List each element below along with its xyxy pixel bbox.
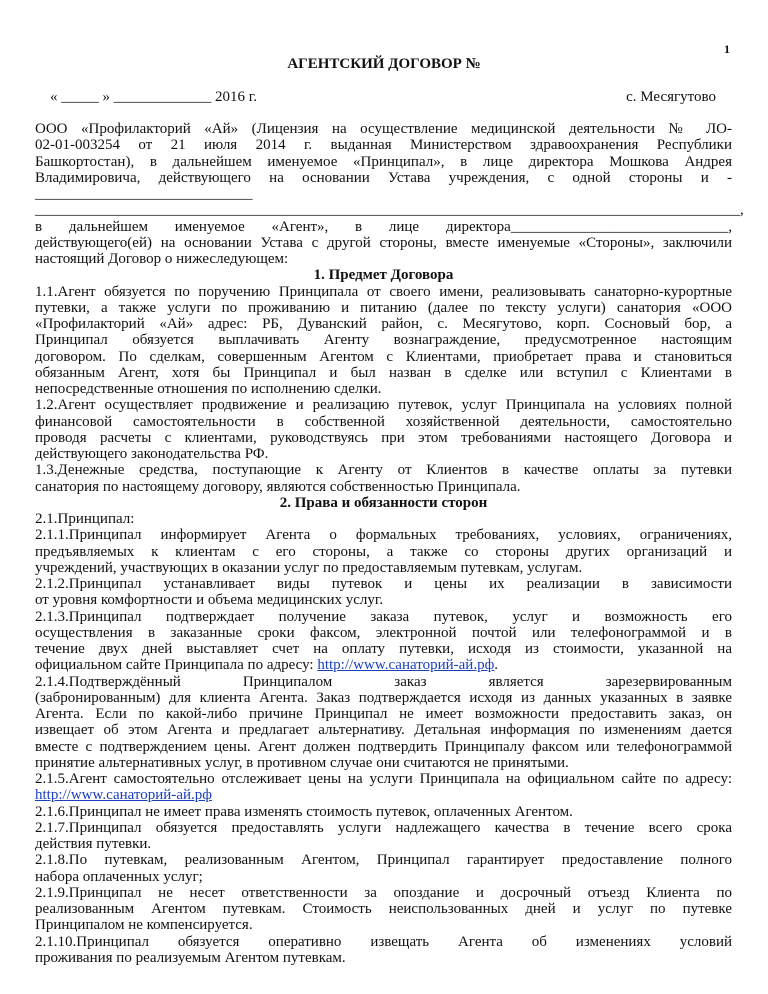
text-line bbox=[35, 852, 732, 868]
text-line bbox=[35, 787, 732, 803]
line-text: реализованным Агентом путевкам. Стоимость неиспользованных дней и услуг по путевке bbox=[35, 901, 732, 917]
text-line bbox=[35, 219, 732, 235]
line-text: 2.1.5.Агент самостоятельно отслеживает цены на услуги Принципала на официальном сайте по адресу: bbox=[35, 771, 732, 787]
text-line bbox=[35, 755, 732, 771]
text-line bbox=[35, 316, 732, 332]
line-text: 2.1.7.Принципал обязуется предоставлять услуги надлежащего качества в течение всего срока bbox=[35, 819, 732, 836]
text-line bbox=[35, 592, 732, 608]
text-line bbox=[35, 950, 732, 966]
text-line bbox=[35, 901, 732, 917]
line-text: действующего(ей) на основании Устава с другой стороны, вместе именуемые «Стороны», заключили bbox=[35, 234, 732, 251]
line-text: 2. Права и обязанности сторон bbox=[279, 494, 488, 511]
line-text: 2.1.2.Принципал устанавливает виды путевок и цены их реализации в зависимости bbox=[35, 576, 732, 592]
text-line bbox=[35, 576, 732, 592]
line-text: официальном сайте Принципала по адресу: bbox=[35, 657, 318, 674]
line-text: 2.1.4.Подтверждённый Принципалом заказ является зарезервированным bbox=[35, 673, 732, 690]
section-heading bbox=[35, 495, 732, 511]
line-text: Владимировича, действующего на основании Устава учреждения, с одной стороны и - bbox=[35, 169, 732, 186]
line-text: _____________________________ bbox=[35, 186, 253, 202]
line-text: ______________________________________________________________________________________________, bbox=[35, 202, 744, 219]
line-text: Башкортостан), в дальнейшем именуемое «Принципал», в лице директора Мошкова Андрея bbox=[35, 153, 732, 170]
text-line bbox=[35, 349, 732, 365]
line-text: 2.1.3.Принципал подтверждает получение заказа путевок, услуг и возможность его bbox=[35, 608, 732, 625]
line-text: действия путевки. bbox=[35, 836, 152, 852]
line-text: «Профилакторий «Ай» адрес: РБ, Дуванский район, с. Месягутово, корп. Сосновый бор, а bbox=[35, 316, 732, 332]
line-text: 2.1.10.Принципал обязуется оперативно извещать Агента об изменениях условий bbox=[35, 933, 732, 950]
line-text: настоящий Договор о нижеследующем: bbox=[35, 251, 289, 267]
line-text: санатория по настоящему договору, являются собственностью Принципала. bbox=[35, 478, 521, 495]
line-text: принятие альтернативных услуг, в противном случае они считаются не принятыми. bbox=[35, 754, 569, 771]
line-text: учреждений, участвующих в оказании услуг по предоставляемым путевкам, услугам. bbox=[35, 559, 583, 576]
line-text: предъявляемых к клиентам с его стороны, а также со стороны других организаций и bbox=[35, 543, 732, 560]
text-line bbox=[35, 397, 732, 413]
text-line bbox=[35, 739, 732, 755]
text-line bbox=[35, 690, 732, 706]
line-text: вместе с подтверждением цены. Агент должен подтвердить Принципалу факсом или телефонограммой bbox=[35, 738, 732, 755]
text-line bbox=[35, 121, 732, 137]
line-text: Принципал обязуется выплачивать Агенту вознаграждение, предусмотренное настоящим bbox=[35, 332, 732, 349]
line-text: от уровня комфортности и объема медицинских услуг. bbox=[35, 592, 384, 609]
line-text: 02-01-003254 от 21 июля 2014 г. выданная Министерством здравоохранения Республики bbox=[35, 137, 732, 154]
text-line bbox=[35, 771, 732, 787]
line-text: путевки, а также услуги по проживанию и питанию (далее по тексту услуги) санатория «ООО bbox=[35, 299, 732, 316]
text-line bbox=[35, 462, 732, 478]
line-text: ООО «Профилакторий «Ай» (Лицензия на осуществление медицинской деятельности № ЛО- bbox=[35, 121, 732, 137]
text-line bbox=[35, 527, 732, 543]
contract-place: с. Месягутово bbox=[626, 89, 716, 105]
line-text: Принципалом не компенсируется. bbox=[35, 917, 253, 934]
page-number: 1 bbox=[724, 42, 730, 56]
text-line bbox=[35, 235, 732, 251]
text-line bbox=[35, 641, 732, 657]
text-line bbox=[35, 560, 732, 576]
line-text: договором. По сделкам, совершенным Агентом с Клиентами, приобретает права и становиться bbox=[35, 348, 732, 365]
line-text: (забронированным) для клиента Агента. Заказ подтверждается исходя из данных указанных в заявке bbox=[35, 689, 732, 706]
text-line bbox=[35, 836, 732, 852]
line-text: непосредственные отношения по исполнению сделки. bbox=[35, 381, 382, 397]
text-line bbox=[35, 657, 732, 673]
text-line bbox=[35, 154, 732, 170]
line-text: 2.1.9.Принципал не несет ответственности за опоздание и досрочный отъезд Клиента по bbox=[35, 884, 732, 901]
text-line bbox=[35, 511, 732, 527]
text-line bbox=[35, 365, 732, 381]
line-text: 1.2.Агент осуществляет продвижение и реализацию путевок, услуг Принципала на условиях полной bbox=[35, 397, 732, 414]
line-text: в дальнейшем именуемое «Агент», в лице директора_____________________________, bbox=[35, 218, 732, 235]
line-text: осуществления в заказанные сроки факсом, электронной почтой или телефонограммой и в bbox=[35, 624, 732, 641]
line-text: 1.3.Денежные средства, поступающие к Агенту от Клиентов в качестве оплаты за путевки bbox=[35, 462, 732, 479]
text-line bbox=[35, 284, 732, 300]
line-text: . bbox=[494, 657, 499, 674]
text-line bbox=[35, 202, 744, 219]
text-line bbox=[35, 332, 732, 348]
text-line bbox=[35, 674, 732, 690]
document-title: АГЕНТСКИЙ ДОГОВОР № bbox=[287, 56, 481, 72]
line-text: 1. Предмет Договора bbox=[313, 267, 454, 284]
text-line bbox=[35, 934, 732, 950]
text-line bbox=[35, 430, 732, 446]
text-line bbox=[35, 804, 732, 820]
line-text: финансовой самостоятельности в собственной хозяйственной деятельности, самостоятельно bbox=[35, 413, 732, 430]
text-line bbox=[35, 137, 732, 153]
text-line bbox=[35, 170, 732, 186]
text-line bbox=[35, 706, 732, 722]
text-line bbox=[35, 251, 732, 267]
website-link[interactable]: http://www.санаторий-ай.рф bbox=[35, 787, 212, 804]
text-line bbox=[35, 722, 732, 738]
text-line bbox=[35, 479, 732, 495]
line-text: 1.1.Агент обязуется по поручению Принципала от своего имени, реализовывать санаторно-курортные bbox=[35, 283, 732, 300]
text-line bbox=[35, 885, 732, 901]
line-text: 2.1.Принципал: bbox=[35, 511, 135, 527]
line-text: течение двух дней выставляет счет на оплату путевки, исходя из стоимости, указанной на bbox=[35, 641, 732, 657]
line-text: Агента. Если по какой-либо причине Принципал не имеет возможности предоставить заказ, он bbox=[35, 706, 732, 722]
line-text: проводя расчеты с клиентами, руководствуясь при этом требованиями настоящего Договора и bbox=[35, 429, 732, 446]
line-text: проживания по реализуемым Агентом путевкам. bbox=[35, 949, 346, 966]
website-link[interactable]: http://www.санаторий-ай.рф bbox=[317, 657, 495, 674]
text-line bbox=[35, 414, 732, 430]
text-line bbox=[35, 917, 732, 933]
line-text: набора оплаченных услуг; bbox=[35, 868, 203, 885]
text-line bbox=[35, 869, 732, 885]
text-line bbox=[35, 609, 732, 625]
text-line bbox=[35, 820, 732, 836]
document-body bbox=[35, 121, 744, 966]
text-line bbox=[35, 381, 732, 397]
contract-date: « _____ » _____________ 2016 г. bbox=[50, 89, 257, 105]
text-line bbox=[35, 544, 732, 560]
line-text: извещает об этом Агента и предлагает альтернативу. Детальная информация по изменениям дается bbox=[35, 722, 732, 739]
section-heading bbox=[35, 267, 732, 283]
line-text: обязанным Агент, хотя бы Принципал и был назван в сделке или вступил с Клиентами в bbox=[35, 364, 732, 381]
line-text: 2.1.8.По путевкам, реализованным Агентом, Принципал гарантирует предоставление полного bbox=[35, 852, 732, 869]
line-text: 2.1.6.Принципал не имеет права изменять стоимость путевок, оплаченных Агентом. bbox=[35, 803, 573, 820]
text-line bbox=[35, 625, 732, 641]
line-text: 2.1.1.Принципал информирует Агента о формальных требованиях, условиях, ограничениях, bbox=[35, 527, 732, 544]
text-line bbox=[35, 186, 732, 202]
line-text: действующего законодательства РФ. bbox=[35, 446, 269, 462]
text-line bbox=[35, 446, 732, 462]
text-line bbox=[35, 300, 732, 316]
